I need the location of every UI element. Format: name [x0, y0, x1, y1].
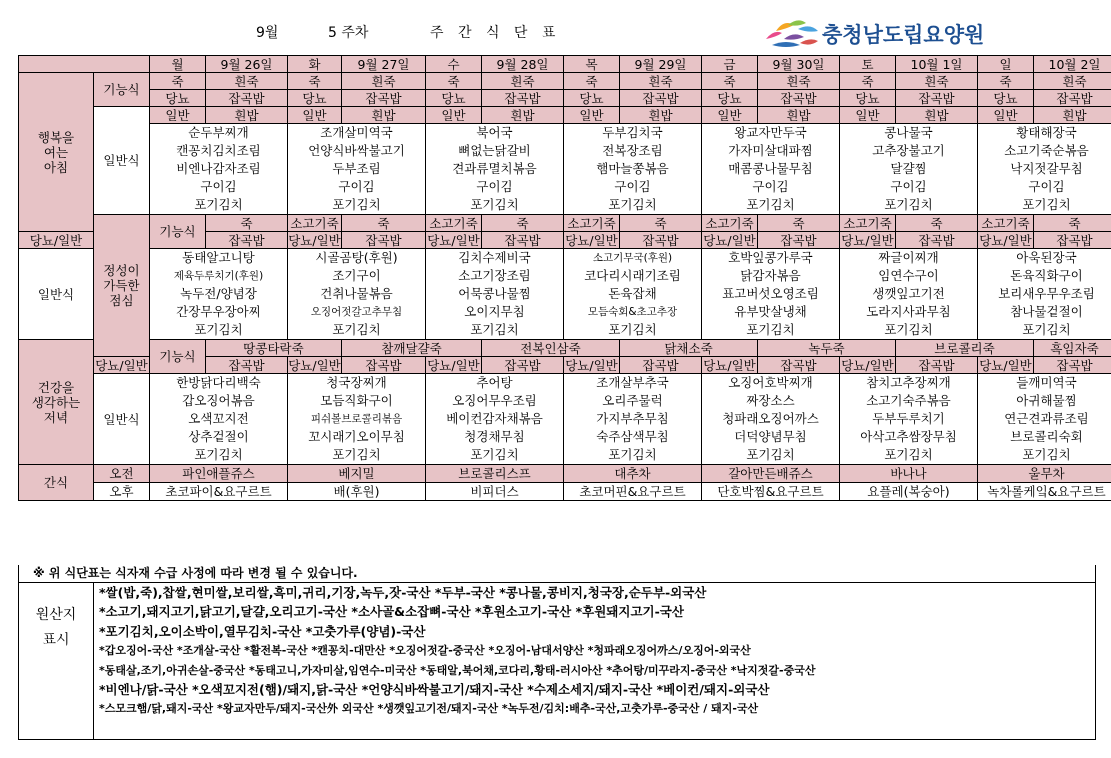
snack-pm: 요플레(복숭아): [840, 483, 978, 501]
func-cell: 죽: [206, 215, 288, 232]
menu-item: 순두부찌개: [188, 125, 249, 140]
snack-am-label: 오전: [94, 465, 150, 483]
menu-item: 오리주물럭: [602, 393, 663, 408]
origin-line: *갑오징어-국산 *조개살-국산 *활전복-국산 *캔꽁치-대만산 *오징어젓갈-중국산 *오징어-남대서양산 *청파래오징어까스/오징어-외국산: [99, 644, 751, 658]
general-menu-cell: [288, 249, 426, 340]
menu-item: 청파래오징어까스: [722, 411, 819, 426]
func-cell: 잡곡밥: [206, 232, 288, 249]
func-cell: 잡곡밥: [482, 232, 564, 249]
menu-item: 두부김치국: [602, 125, 663, 140]
logo-emblem-icon: [764, 17, 820, 49]
menu-item: 전복장조림: [602, 143, 663, 158]
menu-item: 피쉬볼브로콜리볶음: [310, 413, 403, 425]
menu-item: 갑오징어볶음: [182, 393, 255, 408]
menu-item: 뼈없는닭갈비: [458, 143, 531, 158]
snack-pm: 비피더스: [426, 483, 564, 501]
func-cell: 잡곡밥: [620, 357, 702, 374]
func-cell: 잡곡밥: [896, 90, 978, 107]
func-cell: 잡곡밥: [342, 232, 426, 249]
section-label-line: 건강을: [37, 379, 75, 395]
menu-item: 포기김치: [194, 322, 243, 337]
menu-item: 포기김치: [1022, 447, 1071, 462]
day-date: 10월 1일: [896, 56, 978, 73]
general-menu-cell: [978, 249, 1111, 340]
menu-item: 코다리시래기조림: [584, 268, 681, 283]
menu-item: 소고기죽순볶음: [1004, 143, 1089, 158]
origin-line: *동태살,조기,아귀손살-중국산 *동태고니,가자미살,임연수-미국산 *동태알,북어채,코다리,황태-러시아산 *추어탕/미꾸라지-중국산 *낙지젓갈-중국산: [99, 663, 816, 677]
menu-item: 포기김치: [746, 447, 795, 462]
func-cell: 당뇨/일반: [427, 357, 480, 373]
func-cell: 죽: [702, 73, 758, 90]
menu-item: 포기김치: [1022, 322, 1071, 337]
snack-am: 베지밀: [288, 465, 426, 483]
general-menu-cell: [840, 124, 978, 215]
menu-item: 콩나물국: [884, 125, 933, 140]
menu-item: 짜장소스: [746, 393, 795, 408]
func-cell: 죽: [840, 73, 896, 90]
func-cell: 죽: [1034, 215, 1111, 232]
section-lunch: [94, 215, 150, 357]
menu-item: 참나물겉절이: [1010, 304, 1083, 319]
func-cell: 흰죽: [482, 73, 564, 90]
day-of-week: 화: [288, 56, 342, 73]
func-cell: 죽: [342, 215, 426, 232]
menu-item: 캔꽁치김치조림: [176, 143, 261, 158]
menu-item: 청경채무침: [464, 429, 525, 444]
menu-item: 도라지사과무침: [866, 304, 951, 319]
menu-item: 포기김치: [470, 322, 519, 337]
menu-item: 포기김치: [470, 447, 519, 462]
general-menu-cell: [564, 249, 702, 340]
func-cell: 흰밥: [482, 107, 564, 124]
func-cell: 흰밥: [1034, 107, 1111, 124]
day-date: 9월 29일: [620, 56, 702, 73]
func-cell: 죽: [978, 73, 1034, 90]
func-cell: 잡곡밥: [482, 90, 564, 107]
func-cell: 당뇨/일반: [841, 232, 894, 248]
general-menu-cell: [702, 249, 840, 340]
general-menu-cell: [702, 124, 840, 215]
menu-item: 돈육잡채: [608, 286, 657, 301]
menu-item: 구이김: [1028, 179, 1065, 194]
func-cell: 잡곡밥: [896, 357, 978, 374]
day-of-week: 수: [426, 56, 482, 73]
func-cell: 일반: [426, 107, 482, 124]
func-cell: 당뇨: [702, 90, 758, 107]
func-cell: 잡곡밥: [620, 90, 702, 107]
func-cell: 잡곡밥: [482, 357, 564, 374]
general-menu-cell: [978, 124, 1111, 215]
func-cell: 흰죽: [342, 73, 426, 90]
menu-item: 오징어무우조림: [452, 393, 537, 408]
menu-item: 참치고추장찌개: [866, 375, 951, 390]
menu-item: 짜글이찌개: [878, 250, 939, 265]
menu-item: 포기김치: [194, 197, 243, 212]
func-cell: 흰밥: [758, 107, 840, 124]
dinner-porridge: 전복인삼죽: [482, 340, 620, 357]
func-cell: 잡곡밥: [620, 232, 702, 249]
func-cell: 잡곡밥: [1034, 232, 1111, 249]
functional-label: 기능식: [150, 340, 206, 374]
menu-item: 견과류멸치볶음: [452, 161, 537, 176]
func-cell: 죽: [896, 215, 978, 232]
menu-item: 구이김: [338, 179, 375, 194]
menu-item: 추어탕: [476, 375, 513, 390]
func-cell: 당뇨/일반: [565, 232, 618, 248]
dinner-porridge: 닭채소죽: [620, 340, 758, 357]
menu-item: 꼬시래기오이무침: [308, 429, 405, 444]
func-cell: 흰죽: [1034, 73, 1111, 90]
menu-item: 왕교자만두국: [734, 125, 807, 140]
section-label-line: 아침: [43, 159, 69, 175]
func-cell: 죽: [564, 73, 620, 90]
day-date: 9월 28일: [482, 56, 564, 73]
func-cell: 잡곡밥: [758, 357, 840, 374]
menu-item: 포기김치: [746, 197, 795, 212]
dinner-porridge: 브로콜리죽: [896, 340, 1034, 357]
func-cell: 흰밥: [620, 107, 702, 124]
menu-item: 조개살미역국: [320, 125, 393, 140]
func-cell: 잡곡밥: [1034, 90, 1111, 107]
day-of-week: 금: [702, 56, 758, 73]
func-cell: 흰죽: [758, 73, 840, 90]
section-label-line: 점심: [109, 293, 134, 308]
func-cell: 잡곡밥: [342, 90, 426, 107]
menu-item: 숙주삼색무침: [596, 429, 669, 444]
general-menu-cell: [426, 124, 564, 215]
menu-item: 조기구이: [332, 268, 381, 283]
snack-pm: 배(후원): [288, 483, 426, 501]
menu-item: 포기김치: [1022, 197, 1071, 212]
snack-pm: 녹차롤케잌&요구르트: [978, 483, 1111, 501]
menu-item: 베이컨감자채볶음: [446, 411, 543, 426]
functional-label: 기능식: [94, 73, 150, 107]
menu-item: 포기김치: [332, 197, 381, 212]
func-cell: 일반: [978, 107, 1034, 124]
functional-label: 기능식: [150, 215, 206, 249]
menu-item: 포기김치: [608, 197, 657, 212]
general-menu-cell: [288, 124, 426, 215]
func-cell: 당뇨/일반: [427, 232, 480, 248]
menu-item: 한방닭다리백숙: [176, 375, 261, 390]
menu-item: 포기김치: [470, 197, 519, 212]
menu-week: 5 주차: [328, 25, 369, 41]
menu-item: 건취나물볶음: [320, 286, 393, 301]
func-cell: 죽: [758, 215, 840, 232]
func-cell: 당뇨/일반: [288, 232, 341, 248]
menu-item: 포기김치: [608, 447, 657, 462]
menu-item: 임연수구이: [878, 268, 939, 283]
general-menu-cell: [150, 249, 288, 340]
snack-am: 브로콜리스프: [426, 465, 564, 483]
func-cell: 당뇨: [426, 90, 482, 107]
org-logo: [764, 16, 1094, 50]
section-label-line: 저녁: [43, 409, 69, 425]
general-menu-cell: [288, 374, 426, 465]
dinner-porridge: 땅콩타락죽: [206, 340, 342, 357]
func-cell: 흰밥: [896, 107, 978, 124]
origin-line: *소고기,돼지고기,닭고기,달걀,오리고기-국산 *소사골&소잡뼈-국산 *후원소고기-국산 *후원돼지고기-국산: [99, 604, 684, 620]
menu-item: 언양식바싹불고기: [308, 143, 405, 158]
day-of-week: 토: [840, 56, 896, 73]
func-cell: 소고기죽: [426, 215, 482, 232]
func-cell: 소고기죽: [978, 215, 1034, 232]
day-date: 9월 26일: [206, 56, 288, 73]
menu-item: 김치수제비국: [458, 250, 531, 265]
origin-label: 원산지 표시: [19, 583, 94, 739]
menu-item: 구이김: [200, 179, 237, 194]
func-cell: 흰밥: [206, 107, 288, 124]
menu-item: 아귀해물찜: [1016, 393, 1077, 408]
menu-item: 오징어젓갈고추무침: [310, 306, 403, 318]
func-cell: 잡곡밥: [342, 357, 426, 374]
func-cell: 일반: [150, 107, 206, 124]
func-cell: 당뇨: [840, 90, 896, 107]
func-cell: 죽: [150, 73, 206, 90]
menu-item: 유부맛살냉채: [734, 304, 807, 319]
func-cell: 죽: [288, 73, 342, 90]
menu-item: 소고기숙주볶음: [866, 393, 951, 408]
func-cell: 잡곡밥: [206, 90, 288, 107]
menu-item: 비엔나감자조림: [176, 161, 261, 176]
day-date: 9월 30일: [758, 56, 840, 73]
menu-item: 제육두루치기(후원): [173, 270, 264, 282]
menu-item: 닭감자볶음: [740, 268, 801, 283]
func-cell: 죽: [620, 215, 702, 232]
origin-line: *스모크햄/닭,돼지-국산 *왕교자만두/돼지-국산外 외국산 *생깻잎고기전/돼지-국산 *녹두전/김치:배추-국산,고춧가루-중국산 / 돼지-국산: [99, 702, 759, 716]
general-label: 일반식: [94, 374, 150, 465]
menu-item: 모듬숙회&초고추장: [587, 306, 678, 318]
func-cell: 일반: [840, 107, 896, 124]
func-cell: 흰죽: [620, 73, 702, 90]
menu-item: 보리새우무우조림: [998, 286, 1095, 301]
menu-item: 소고기장조림: [458, 268, 531, 283]
section-label-line: 여는: [43, 144, 69, 160]
menu-item: 포기김치: [884, 197, 933, 212]
dinner-porridge: 흑임자죽: [1034, 340, 1111, 357]
func-cell: 일반: [564, 107, 620, 124]
menu-item: 청국장찌개: [326, 375, 387, 390]
menu-item: 아삭고추쌈장무침: [860, 429, 957, 444]
section-label-line: 정성이: [103, 263, 140, 278]
menu-item: 소고기무국(후원): [592, 252, 673, 264]
general-menu-cell: [150, 374, 288, 465]
day-date: 10월 2일: [1034, 56, 1111, 73]
menu-item: 구이김: [614, 179, 651, 194]
menu-item: 햄마늘쫑볶음: [596, 161, 669, 176]
func-cell: 잡곡밥: [896, 232, 978, 249]
day-date: 9월 27일: [342, 56, 426, 73]
menu-item: 포기김치: [332, 322, 381, 337]
func-cell: 당뇨/일반: [979, 232, 1032, 248]
menu-item: 포기김치: [884, 322, 933, 337]
menu-item: 브로콜리숙회: [1010, 429, 1083, 444]
menu-item: 모듬직화구이: [320, 393, 393, 408]
func-cell: 당뇨/일반: [565, 357, 618, 373]
func-cell: 당뇨/일반: [703, 357, 756, 373]
menu-item: 두부두루치기: [872, 411, 945, 426]
general-menu-cell: [702, 374, 840, 465]
func-cell: 당뇨/일반: [703, 232, 756, 248]
func-cell: 당뇨: [288, 90, 342, 107]
menu-item: 포기김치: [332, 447, 381, 462]
menu-item: 가지부추무침: [596, 411, 669, 426]
menu-item: 낙지젓갈무침: [1010, 161, 1083, 176]
snack-pm: 단호박찜&요구르트: [702, 483, 840, 501]
day-of-week: 일: [978, 56, 1034, 73]
menu-title: 주 간 식 단 표: [430, 25, 561, 41]
menu-item: 시골곰탕(후원): [315, 250, 398, 265]
menu-item: 오이지무침: [464, 304, 525, 319]
menu-item: 오색꼬지전: [188, 411, 249, 426]
func-cell: 일반: [288, 107, 342, 124]
section-dinner: [19, 340, 94, 465]
menu-item: 들깨미역국: [1016, 375, 1077, 390]
section-breakfast: [19, 73, 94, 232]
menu-item: 포기김치: [884, 447, 933, 462]
menu-item: 상추겉절이: [188, 429, 249, 444]
menu-item: 황태해장국: [1016, 125, 1077, 140]
dinner-porridge: 참깨달걀죽: [342, 340, 482, 357]
menu-item: 호박잎콩가루국: [728, 250, 813, 265]
snack-am: 울무차: [978, 465, 1111, 483]
snack-am: 바나나: [840, 465, 978, 483]
menu-item: 포기김치: [194, 447, 243, 462]
weekly-menu-table: [18, 55, 1111, 501]
menu-item: 동태알고니탕: [182, 250, 255, 265]
menu-item: 아욱된장국: [1016, 250, 1077, 265]
origin-section: [18, 582, 1096, 740]
func-cell: 잡곡밥: [206, 357, 288, 374]
menu-item: 포기김치: [608, 322, 657, 337]
origin-line: *포기김치,오이소박이,열무김치-국산 *고춧가루(양념)-국산: [99, 623, 426, 639]
func-cell: 당뇨: [150, 90, 206, 107]
func-cell: 잡곡밥: [758, 90, 840, 107]
func-cell: 흰죽: [206, 73, 288, 90]
func-cell: 소고기죽: [288, 215, 342, 232]
menu-item: 간장무우장아찌: [176, 304, 261, 319]
origin-line: *비엔나/닭-국산 *오색꼬지전(햄)/돼지,닭-국산 *언양식바싹불고기/돼지-국산 *수제소세지/돼지-국산 *베이컨/돼지-외국산: [99, 681, 770, 697]
general-menu-cell: [564, 374, 702, 465]
func-cell: 소고기죽: [702, 215, 758, 232]
menu-item: 북어국: [476, 125, 513, 140]
menu-item: 달걀찜: [890, 161, 927, 176]
section-label-line: 생각하는: [31, 394, 81, 410]
menu-item: 매콤콩나물무침: [728, 161, 813, 176]
func-cell: 죽: [426, 73, 482, 90]
section-label-line: 행복을: [37, 129, 75, 145]
page-header: [0, 0, 1111, 52]
menu-item: 구이김: [890, 179, 927, 194]
menu-item: 표고버섯오영조림: [722, 286, 819, 301]
func-cell: 당뇨/일반: [95, 357, 148, 373]
func-cell: 흰밥: [342, 107, 426, 124]
menu-item: 고추장불고기: [872, 143, 945, 158]
func-cell: 당뇨: [978, 90, 1034, 107]
func-cell: 당뇨/일반: [979, 357, 1032, 373]
section-label-line: 가득한: [103, 278, 140, 293]
func-cell: 잡곡밥: [758, 232, 840, 249]
menu-item: 녹두전/양념장: [180, 286, 257, 301]
snack-am: 갈아만든배쥬스: [702, 465, 840, 483]
menu-item: 조개살부추국: [596, 375, 669, 390]
corner-cell: [19, 56, 150, 73]
menu-item: 더덕양념무침: [734, 429, 807, 444]
origin-lines: [96, 583, 1094, 739]
menu-item: 포기김치: [746, 322, 795, 337]
menu-change-note: ※ 위 식단표는 식자재 수급 사정에 따라 변경 될 수 있습니다.: [18, 565, 1096, 582]
menu-item: 돈육직화구이: [1010, 268, 1083, 283]
func-cell: 당뇨: [564, 90, 620, 107]
func-cell: 당뇨/일반: [841, 357, 894, 373]
menu-item: 어묵콩나물찜: [458, 286, 531, 301]
snack-pm-label: 오후: [94, 483, 150, 501]
menu-month: 9월: [256, 25, 279, 41]
general-menu-cell: [840, 249, 978, 340]
general-menu-cell: [840, 374, 978, 465]
general-menu-cell: [564, 124, 702, 215]
snack-pm: 초코파이&요구르트: [150, 483, 288, 501]
general-menu-cell: [150, 124, 288, 215]
menu-item: 구이김: [752, 179, 789, 194]
day-of-week: 목: [564, 56, 620, 73]
menu-item: 두부조림: [332, 161, 381, 176]
general-label: 일반식: [94, 107, 150, 215]
general-label: 일반식: [19, 249, 94, 340]
func-cell: 잡곡밥: [1034, 357, 1111, 374]
menu-item: 구이김: [476, 179, 513, 194]
func-cell: 흰죽: [896, 73, 978, 90]
general-menu-cell: [426, 249, 564, 340]
func-cell: 당뇨/일반: [288, 357, 341, 373]
func-cell: 일반: [702, 107, 758, 124]
func-cell: 소고기죽: [564, 215, 620, 232]
menu-item: 생깻잎고기전: [872, 286, 945, 301]
section-snack: 간식: [19, 465, 94, 501]
general-menu-cell: [426, 374, 564, 465]
menu-item: 연근견과류조림: [1004, 411, 1089, 426]
menu-item: 가자미살대파찜: [728, 143, 813, 158]
org-name: 충청남도립요양원: [822, 23, 985, 47]
snack-am: 파인애플쥬스: [150, 465, 288, 483]
func-cell: 소고기죽: [840, 215, 896, 232]
snack-am: 대추차: [564, 465, 702, 483]
general-menu-cell: [978, 374, 1111, 465]
snack-pm: 초코머핀&요구르트: [564, 483, 702, 501]
func-cell: 죽: [482, 215, 564, 232]
menu-item: 오징어호박찌개: [728, 375, 813, 390]
day-of-week: 월: [150, 56, 206, 73]
dinner-porridge: 녹두죽: [758, 340, 896, 357]
func-cell: 당뇨/일반: [19, 232, 94, 249]
origin-line: *쌀(밥,죽),찹쌀,현미쌀,보리쌀,흑미,귀리,기장,녹두,잣-국산 *두부-국산 *콩나물,콩비지,청국장,순두부-외국산: [99, 585, 707, 600]
